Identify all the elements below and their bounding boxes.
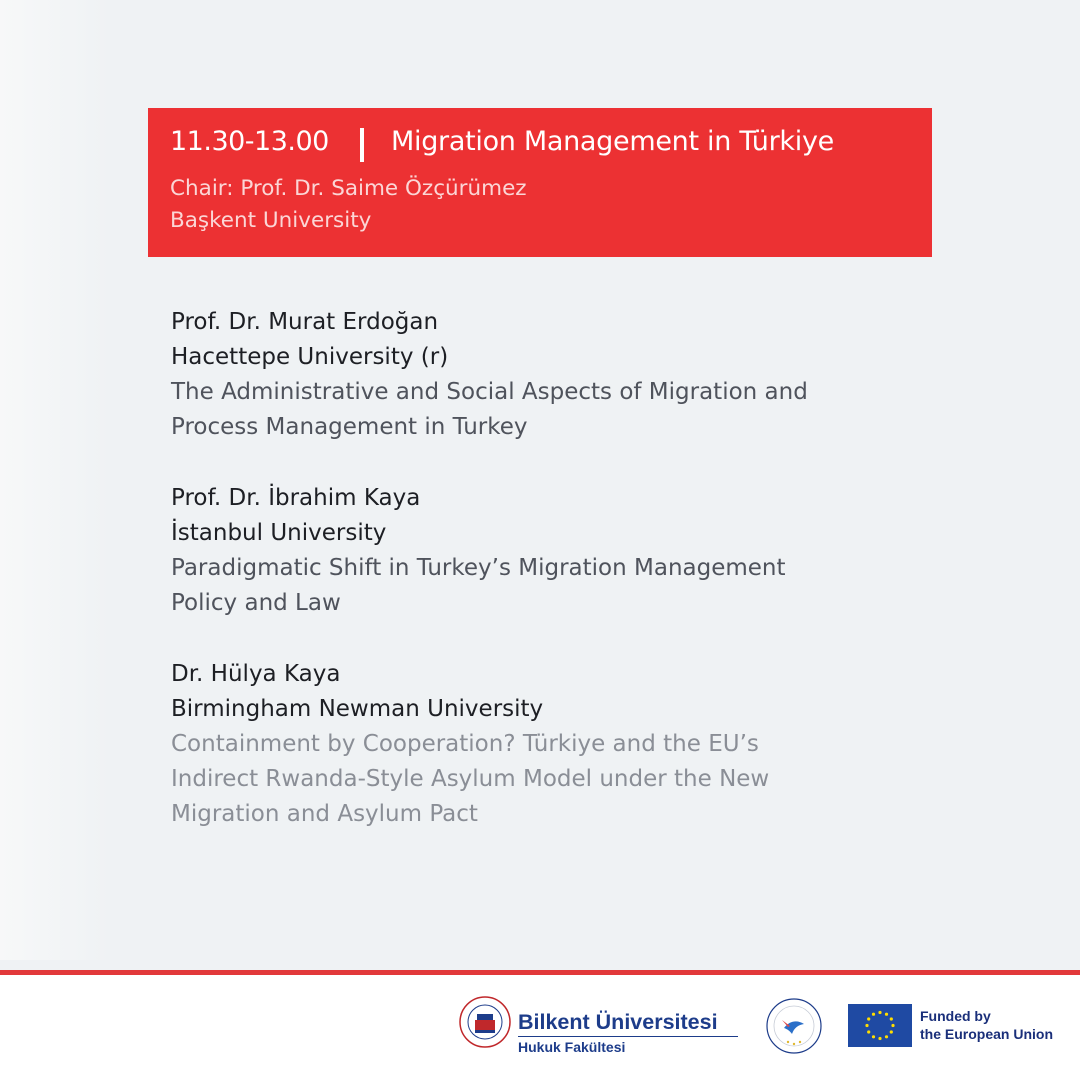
speaker-list [171, 305, 911, 868]
paper-title-line: Migration and Asylum Pact [171, 801, 478, 827]
eu-flag-icon [848, 1004, 912, 1047]
paper-title-line: Containment by Cooperation? Türkiye and the EU’s [171, 731, 759, 757]
speaker-affiliation: Hacettepe University (r) [171, 344, 449, 370]
session-title: Migration Management in Türkiye [391, 126, 834, 157]
eu-funding-line: Funded by [920, 1008, 991, 1024]
dove-emblem-icon [766, 998, 822, 1054]
paper-title-line: Indirect Rwanda-Style Asylum Model under the New [171, 766, 770, 792]
speaker-affiliation: Birmingham Newman University [171, 696, 544, 722]
speaker-affiliation: İstanbul University [171, 520, 387, 546]
paper-title-line: Paradigmatic Shift in Turkey’s Migration Management [171, 555, 786, 581]
session-time: 11.30-13.00 [170, 126, 329, 157]
speaker-name: Prof. Dr. İbrahim Kaya [171, 485, 421, 511]
bilkent-university-name: Bilkent Üniversitesi [518, 1010, 718, 1034]
session-chair-affiliation: Başkent University [170, 208, 372, 233]
background-fade [0, 0, 110, 960]
session-header [148, 108, 932, 257]
eu-funding-line: the European Union [920, 1026, 1053, 1042]
paper-title-line: Process Management in Turkey [171, 414, 528, 440]
speaker-name: Prof. Dr. Murat Erdoğan [171, 309, 439, 335]
speaker-item [171, 657, 911, 832]
speaker-item [171, 481, 911, 621]
speaker-item [171, 305, 911, 445]
header-divider [360, 128, 364, 162]
bilkent-faculty-name: Hukuk Fakültesi [518, 1039, 626, 1055]
eu-funding-statement [920, 1007, 1053, 1043]
paper-title-line: The Administrative and Social Aspects of Migration and [171, 379, 808, 405]
university-seal-icon [459, 996, 511, 1048]
bilkent-rule [518, 1036, 738, 1037]
speaker-name: Dr. Hülya Kaya [171, 661, 341, 687]
session-chair: Chair: Prof. Dr. Saime Özçürümez [170, 176, 527, 201]
paper-title-line: Policy and Law [171, 590, 341, 616]
